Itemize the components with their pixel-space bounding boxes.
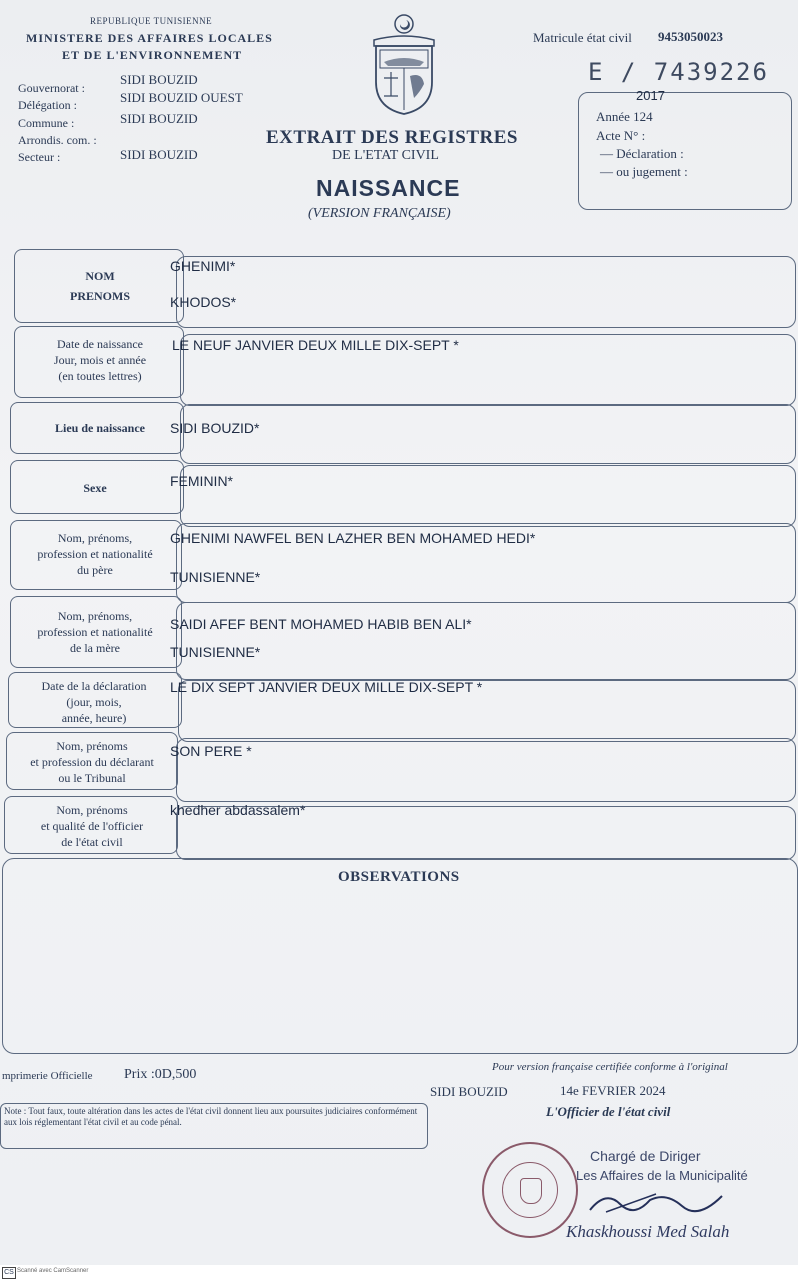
ministry-line2: ET DE L'ENVIRONNEMENT: [62, 48, 243, 62]
scanner-footer-bar: [0, 1265, 798, 1280]
camscanner-icon: CS: [2, 1267, 16, 1279]
row-label-lieu: Lieu de naissance: [54, 421, 145, 435]
sign-line1: Chargé de Diriger: [590, 1148, 701, 1164]
signatory-name: Khaskhoussi Med Salah: [566, 1222, 730, 1241]
value-secteur: SIDI BOUZID: [120, 147, 198, 162]
title-version: (VERSION FRANÇAISE): [308, 206, 451, 221]
title-extrait: EXTRAIT DES REGISTRES: [266, 127, 518, 148]
act-annee: Année 124: [596, 109, 653, 124]
value-commune: SIDI BOUZID: [120, 111, 198, 126]
label-commune: Commune :: [18, 116, 75, 130]
value-box-nom: [176, 256, 796, 328]
value-box-declarant: [176, 738, 796, 802]
sign-line2: Les Affaires de la Municipalité: [576, 1168, 748, 1183]
certifie-label: Pour version française certifiée conforme à l'original: [492, 1061, 728, 1073]
value-box-sexe: [180, 465, 796, 527]
signature-icon: [586, 1186, 726, 1216]
prix-label: Prix :0D,500: [124, 1067, 197, 1082]
title-etat-civil: DE L'ETAT CIVIL: [332, 148, 439, 163]
value-mere: SAIDI AFEF BENT MOHAMED HABIB BEN ALI*: [170, 616, 472, 632]
serial-number: E / 7439226: [588, 58, 769, 86]
value-lieu: SIDI BOUZID*: [170, 420, 260, 436]
act-jugement-label: — ou jugement :: [600, 164, 688, 179]
coat-of-arms-icon: [370, 12, 438, 116]
matricule-value: 9453050023: [658, 29, 723, 44]
label-secteur: Secteur :: [18, 150, 61, 164]
act-year: 2017: [636, 88, 665, 103]
row-label-date-naissance: Date de naissance Jour, mois et année (en toutes lettres): [53, 337, 147, 383]
value-delegation: SIDI BOUZID OUEST: [120, 90, 243, 105]
label-delegation: Délégation :: [18, 98, 77, 112]
value-date-naissance: LE NEUF JANVIER DEUX MILLE DIX-SEPT *: [172, 337, 459, 353]
place-label: SIDI BOUZID: [430, 1084, 508, 1099]
value-mere-nationalite: TUNISIENNE*: [170, 644, 261, 660]
act-number-label: Acte N° :: [596, 128, 646, 143]
value-officier: khedher abdassalem*: [170, 802, 306, 818]
label-arrondissement: Arrondis. com. :: [18, 133, 97, 147]
row-label-mere: Nom, prénoms, profession et nationalité de la mère: [37, 609, 153, 655]
title-naissance: NAISSANCE: [316, 175, 461, 201]
value-sexe: FEMININ*: [170, 473, 233, 489]
row-label-date-declaration: Date de la déclaration (jour, mois, année, heure): [41, 679, 147, 725]
scan-note: Scanné avec CamScanner: [17, 1268, 89, 1274]
value-prenom: KHODOS*: [170, 294, 237, 310]
matricule-label: Matricule état civil: [533, 30, 632, 45]
value-date-declaration: LE DIX SEPT JANVIER DEUX MILLE DIX-SEPT *: [170, 679, 483, 695]
republic-label: REPUBLIQUE TUNISIENNE: [90, 16, 213, 26]
note-text: Note : Tout faux, toute altération dans les actes de l'état civil donnent lieu aux poursuites judiciaires conformément aux lois réglementant l'état civil et au code pénal.: [4, 1106, 418, 1127]
value-box-lieu: [180, 404, 796, 464]
row-label-declarant: Nom, prénoms et profession du déclarant ou le Tribunal: [30, 739, 154, 785]
imprimerie-label: mprimerie Officielle: [2, 1070, 93, 1082]
row-label-sexe: Sexe: [83, 481, 107, 495]
observations-box: [2, 858, 798, 1054]
ministry-line1: MINISTERE DES AFFAIRES LOCALES: [26, 31, 273, 45]
value-nom: GHENIMI*: [170, 258, 236, 274]
value-box-mere: [176, 602, 796, 680]
label-gouvernorat: Gouvernorat :: [18, 81, 85, 95]
value-pere-nationalite: TUNISIENNE*: [170, 569, 261, 585]
row-label-officier: Nom, prénoms et qualité de l'officier de l'état civil: [40, 803, 144, 849]
value-gouvernorat: SIDI BOUZID: [120, 72, 198, 87]
municipal-stamp-icon: [482, 1142, 578, 1238]
row-label-pere: Nom, prénoms, profession et nationalité du père: [37, 531, 153, 577]
officier-title: L'Officier de l'état civil: [546, 1104, 671, 1119]
value-pere: GHENIMI NAWFEL BEN LAZHER BEN MOHAMED HEDI*: [170, 530, 536, 546]
observations-title: OBSERVATIONS: [338, 869, 460, 885]
act-declaration-label: — Déclaration :: [600, 146, 684, 161]
value-declarant: SON PERE *: [170, 743, 252, 759]
date-signature: 14e FEVRIER 2024: [560, 1083, 666, 1098]
row-label-nom: NOM PRENOMS: [70, 269, 130, 303]
